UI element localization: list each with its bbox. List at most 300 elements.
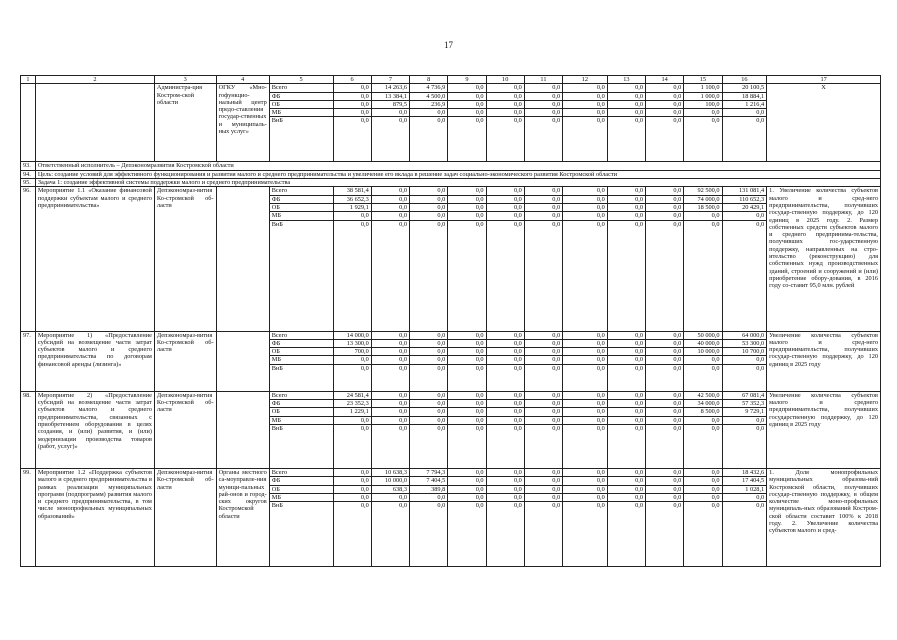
column-number: 15: [684, 76, 722, 84]
amount-cell: 53 300,0: [722, 339, 767, 347]
amount-cell: 0,0: [524, 400, 562, 408]
amount-cell: 0,0: [486, 477, 524, 485]
amount-cell: 0,0: [524, 468, 562, 476]
amount-cell: 0,0: [410, 339, 448, 347]
amount-cell: 0,0: [410, 408, 448, 416]
activity-name: Мероприятие 1) «Предоставление субсидий на возмещение части затрат субъектов малого и среднего предпринимательства по договорам финансовой аренды (лизинга)»: [35, 331, 154, 391]
column-number: 14: [646, 76, 684, 84]
amount-cell: 0,0: [646, 477, 684, 485]
amount-cell: 0,0: [486, 203, 524, 211]
amount-cell: 0,0: [607, 117, 645, 162]
amount-cell: 1 028,1: [722, 485, 767, 493]
amount-cell: 0,0: [722, 109, 767, 117]
funding-source: МБ: [269, 493, 333, 501]
amount-cell: 0,0: [448, 364, 486, 391]
amount-cell: 0,0: [563, 493, 608, 501]
amount-cell: 0,0: [333, 212, 371, 220]
amount-cell: 0,0: [684, 424, 722, 468]
amount-cell: 0,0: [563, 424, 608, 468]
amount-cell: 40 000,0: [684, 339, 722, 347]
amount-cell: 0,0: [607, 408, 645, 416]
amount-cell: 20 100,5: [722, 84, 767, 92]
amount-cell: 34 000,0: [684, 400, 722, 408]
amount-cell: 0,0: [486, 212, 524, 220]
amount-cell: 0,0: [448, 92, 486, 100]
amount-cell: 0,0: [486, 92, 524, 100]
amount-cell: 0,0: [684, 220, 722, 331]
amount-cell: 0,0: [410, 117, 448, 162]
amount-cell: 131 081,4: [722, 187, 767, 195]
amount-cell: 0,0: [371, 117, 409, 162]
amount-cell: 0,0: [646, 493, 684, 501]
amount-cell: 0,0: [486, 339, 524, 347]
amount-cell: 0,0: [607, 339, 645, 347]
amount-cell: 0,0: [524, 331, 562, 339]
result-cell: Увеличение количества субъектов малого и сред-него предпринимательства, получивших государ-ственную поддержку, до 120 единиц в 2025 году: [767, 331, 881, 391]
amount-cell: 0,0: [333, 356, 371, 364]
amount-cell: 0,0: [524, 187, 562, 195]
amount-cell: 0,0: [563, 109, 608, 117]
amount-cell: 0,0: [684, 416, 722, 424]
row-number: 93.: [21, 162, 36, 170]
amount-cell: 0,0: [563, 331, 608, 339]
amount-cell: 0,0: [524, 408, 562, 416]
amount-cell: 0,0: [563, 100, 608, 108]
amount-cell: 0,0: [524, 391, 562, 399]
amount-cell: 0,0: [371, 400, 409, 408]
result-cell: Увеличение количества субъектов малого и среднего предпринимательства, получивших государственную поддержку, до 120 единиц в 2025 году: [767, 391, 881, 468]
row-number: [21, 84, 36, 162]
column-number: 11: [524, 76, 562, 84]
amount-cell: 0,0: [722, 493, 767, 501]
amount-cell: 0,0: [524, 485, 562, 493]
amount-cell: 0,0: [333, 220, 371, 331]
amount-cell: 0,0: [486, 493, 524, 501]
amount-cell: 0,0: [448, 493, 486, 501]
amount-cell: 0,0: [722, 502, 767, 567]
amount-cell: 0,0: [607, 348, 645, 356]
column-number: 1: [21, 76, 36, 84]
amount-cell: 10 638,3: [371, 468, 409, 476]
funding-source: Всего: [269, 84, 333, 92]
section-row: [21, 179, 881, 187]
amount-cell: 0,0: [448, 187, 486, 195]
amount-cell: 0,0: [486, 331, 524, 339]
amount-cell: 0,0: [371, 331, 409, 339]
amount-cell: 23 352,3: [333, 400, 371, 408]
amount-cell: 0,0: [684, 364, 722, 391]
amount-cell: 0,0: [486, 502, 524, 567]
amount-cell: 0,0: [486, 117, 524, 162]
amount-cell: 0,0: [410, 493, 448, 501]
participant-cell: [216, 187, 269, 331]
amount-cell: 0,0: [684, 356, 722, 364]
amount-cell: 0,0: [486, 391, 524, 399]
amount-cell: 0,0: [607, 485, 645, 493]
funding-source: ФБ: [269, 339, 333, 347]
amount-cell: 0,0: [563, 220, 608, 331]
amount-cell: 0,0: [486, 416, 524, 424]
funding-source: ВнБ: [269, 364, 333, 391]
amount-cell: 0,0: [524, 109, 562, 117]
amount-cell: 74 000,0: [684, 195, 722, 203]
amount-cell: 0,0: [410, 331, 448, 339]
amount-cell: 0,0: [410, 502, 448, 567]
amount-cell: 0,0: [486, 356, 524, 364]
amount-cell: 10 000,0: [371, 477, 409, 485]
participant-cell: Органы местного са-моуправле-ния муници-пальных рай-онов и город-ских округов Костромской области: [216, 468, 269, 566]
funding-source: Всего: [269, 187, 333, 195]
amount-cell: 0,0: [410, 391, 448, 399]
amount-cell: 0,0: [646, 348, 684, 356]
amount-cell: 0,0: [607, 477, 645, 485]
amount-cell: 0,0: [524, 348, 562, 356]
amount-cell: 92 500,0: [684, 187, 722, 195]
column-number: 3: [154, 76, 216, 84]
amount-cell: 0,0: [448, 220, 486, 331]
amount-cell: 0,0: [646, 92, 684, 100]
amount-cell: 0,0: [486, 109, 524, 117]
amount-cell: 0,0: [524, 203, 562, 211]
amount-cell: 4 736,9: [410, 84, 448, 92]
amount-cell: 0,0: [371, 391, 409, 399]
amount-cell: 0,0: [448, 391, 486, 399]
amount-cell: 0,0: [684, 117, 722, 162]
amount-cell: 64 000,0: [722, 331, 767, 339]
amount-cell: 0,0: [371, 493, 409, 501]
funding-source: ОБ: [269, 100, 333, 108]
amount-cell: 0,0: [722, 416, 767, 424]
funding-source: ВнБ: [269, 502, 333, 567]
amount-cell: 879,5: [371, 100, 409, 108]
amount-cell: 0,0: [448, 408, 486, 416]
amount-cell: 0,0: [646, 468, 684, 476]
amount-cell: 17 404,5: [722, 477, 767, 485]
result-cell: 1. Увеличение количества субъектов малого и сред-него предпринимательства, получивших государ-ственную поддержку, до 120 единиц в 2025 году. 2. Размер собственных средств субъектов малого и среднего предпринима-тельства, получивших гос-ударственную поддержку, направленных на стро-ительство (реконструкцию) для собственных нужд производственных зданий, строений и сооружений и (или) приобретение обору-дования, в 2016 году со-ставит 95,0 млн. рублей: [767, 187, 881, 331]
amount-cell: 0,0: [524, 212, 562, 220]
result-cell: 1. Доля монопрофильных муниципальных образова-ний Костромской области, получивших государ-ственную поддержку, в общем количестве моно-профильных муниципаль-ных образований Костром-ской области составит 100% к 2018 году. 2. Увеличение количества субъектов малого и сред-: [767, 468, 881, 566]
amount-cell: 0,0: [524, 195, 562, 203]
amount-cell: 1 100,0: [684, 84, 722, 92]
amount-cell: 0,0: [410, 348, 448, 356]
amount-cell: 10 700,0: [722, 348, 767, 356]
amount-cell: 0,0: [607, 400, 645, 408]
funding-source: ФБ: [269, 400, 333, 408]
amount-cell: 0,0: [410, 109, 448, 117]
amount-cell: 0,0: [684, 502, 722, 567]
amount-cell: 0,0: [684, 212, 722, 220]
amount-cell: 0,0: [646, 84, 684, 92]
amount-cell: 13 300,0: [333, 339, 371, 347]
amount-cell: 0,0: [371, 348, 409, 356]
amount-cell: 0,0: [607, 416, 645, 424]
amount-cell: 0,0: [607, 364, 645, 391]
amount-cell: 0,0: [646, 356, 684, 364]
amount-cell: 0,0: [486, 400, 524, 408]
amount-cell: 0,0: [563, 348, 608, 356]
amount-cell: 14 263,6: [371, 84, 409, 92]
amount-cell: 0,0: [410, 203, 448, 211]
amount-cell: 0,0: [563, 339, 608, 347]
amount-cell: 0,0: [371, 220, 409, 331]
amount-cell: 0,0: [646, 212, 684, 220]
amount-cell: 0,0: [486, 220, 524, 331]
amount-cell: 0,0: [722, 212, 767, 220]
amount-cell: 0,0: [524, 416, 562, 424]
executor-cell: Администра-ция Костром-ской области: [154, 84, 216, 162]
funding-source: ОБ: [269, 485, 333, 493]
funding-source: ОБ: [269, 408, 333, 416]
amount-cell: 38 581,4: [333, 187, 371, 195]
amount-cell: 0,0: [607, 391, 645, 399]
amount-cell: 0,0: [410, 195, 448, 203]
amount-cell: 0,0: [563, 408, 608, 416]
amount-cell: 0,0: [371, 109, 409, 117]
amount-cell: 638,3: [371, 485, 409, 493]
amount-cell: 0,0: [607, 195, 645, 203]
amount-cell: 0,0: [646, 364, 684, 391]
amount-cell: 0,0: [607, 109, 645, 117]
finance-row: [21, 391, 881, 399]
amount-cell: 0,0: [524, 339, 562, 347]
amount-cell: 0,0: [448, 117, 486, 162]
amount-cell: 0,0: [684, 468, 722, 476]
amount-cell: 0,0: [371, 356, 409, 364]
amount-cell: 0,0: [607, 212, 645, 220]
amount-cell: 0,0: [646, 100, 684, 108]
section-text: Ответственный исполнитель – Депэкономразвития Костромской области: [35, 162, 880, 170]
amount-cell: 1 229,1: [333, 408, 371, 416]
amount-cell: 0,0: [563, 485, 608, 493]
amount-cell: 0,0: [371, 203, 409, 211]
amount-cell: 0,0: [448, 348, 486, 356]
amount-cell: 0,0: [684, 485, 722, 493]
row-number: 94.: [21, 170, 36, 178]
amount-cell: 0,0: [410, 416, 448, 424]
amount-cell: 0,0: [524, 493, 562, 501]
amount-cell: 57 352,3: [722, 400, 767, 408]
amount-cell: 42 500,0: [684, 391, 722, 399]
amount-cell: 0,0: [646, 109, 684, 117]
participant-cell: [216, 331, 269, 391]
amount-cell: 0,0: [563, 416, 608, 424]
amount-cell: 0,0: [524, 220, 562, 331]
column-number: 6: [333, 76, 371, 84]
section-row: [21, 162, 881, 170]
amount-cell: 0,0: [563, 212, 608, 220]
amount-cell: 0,0: [646, 220, 684, 331]
amount-cell: 0,0: [448, 416, 486, 424]
amount-cell: 18 884,1: [722, 92, 767, 100]
amount-cell: 0,0: [448, 100, 486, 108]
funding-source: МБ: [269, 212, 333, 220]
amount-cell: 0,0: [333, 109, 371, 117]
amount-cell: 0,0: [646, 485, 684, 493]
amount-cell: 0,0: [486, 408, 524, 416]
amount-cell: 0,0: [646, 416, 684, 424]
finance-row: [21, 331, 881, 339]
amount-cell: 0,0: [563, 203, 608, 211]
amount-cell: 0,0: [333, 92, 371, 100]
amount-cell: 0,0: [646, 400, 684, 408]
section-row: [21, 170, 881, 178]
amount-cell: 0,0: [448, 331, 486, 339]
amount-cell: 0,0: [448, 477, 486, 485]
amount-cell: 0,0: [607, 220, 645, 331]
amount-cell: 0,0: [486, 84, 524, 92]
amount-cell: 0,0: [563, 92, 608, 100]
amount-cell: 0,0: [646, 424, 684, 468]
funding-source: ВнБ: [269, 424, 333, 468]
amount-cell: 67 081,4: [722, 391, 767, 399]
amount-cell: 0,0: [722, 424, 767, 468]
amount-cell: 0,0: [486, 424, 524, 468]
amount-cell: 0,0: [607, 356, 645, 364]
column-number: 10: [486, 76, 524, 84]
activity-name: Мероприятие 1.2 «Поддержка субъектов малого и среднего предпринимательства в рамках реализации муниципальных программ (подпрограмм) развития малого и среднего предпринимательства, в том числе монопрофильных муниципальных образований»: [35, 468, 154, 566]
amount-cell: 0,0: [333, 502, 371, 567]
funding-source: ВнБ: [269, 117, 333, 162]
amount-cell: 20 429,1: [722, 203, 767, 211]
amount-cell: 0,0: [410, 364, 448, 391]
amount-cell: 0,0: [563, 117, 608, 162]
amount-cell: 0,0: [563, 84, 608, 92]
row-number: 95.: [21, 179, 36, 187]
amount-cell: 0,0: [448, 339, 486, 347]
column-number: 2: [35, 76, 154, 84]
amount-cell: 0,0: [371, 339, 409, 347]
amount-cell: 0,0: [448, 424, 486, 468]
amount-cell: 100,0: [684, 100, 722, 108]
column-number: 16: [722, 76, 767, 84]
funding-source: МБ: [269, 109, 333, 117]
row-number: 99.: [21, 468, 36, 566]
section-text: Задача 1: создание эффективной системы поддержки малого и среднего предпринимательства: [35, 179, 880, 187]
amount-cell: 0,0: [524, 364, 562, 391]
row-number: 96.: [21, 187, 36, 331]
amount-cell: 9 729,1: [722, 408, 767, 416]
amount-cell: 0,0: [371, 364, 409, 391]
amount-cell: 18 500,0: [684, 203, 722, 211]
amount-cell: 0,0: [684, 477, 722, 485]
amount-cell: 110 652,3: [722, 195, 767, 203]
amount-cell: 0,0: [333, 468, 371, 476]
funding-source: ОБ: [269, 203, 333, 211]
finance-row: [21, 187, 881, 195]
amount-cell: 0,0: [333, 477, 371, 485]
amount-cell: 0,0: [563, 502, 608, 567]
amount-cell: 0,0: [524, 424, 562, 468]
amount-cell: 0,0: [371, 187, 409, 195]
funding-source: МБ: [269, 416, 333, 424]
amount-cell: 0,0: [563, 187, 608, 195]
amount-cell: 0,0: [646, 408, 684, 416]
amount-cell: 0,0: [448, 203, 486, 211]
funding-source: МБ: [269, 356, 333, 364]
amount-cell: 0,0: [486, 485, 524, 493]
amount-cell: 0,0: [333, 364, 371, 391]
column-number: 7: [371, 76, 409, 84]
amount-cell: 0,0: [607, 331, 645, 339]
funding-source: Всего: [269, 391, 333, 399]
funding-source: Всего: [269, 468, 333, 476]
amount-cell: 0,0: [486, 348, 524, 356]
amount-cell: 1 000,0: [684, 92, 722, 100]
amount-cell: 0,0: [607, 468, 645, 476]
funding-source: ФБ: [269, 92, 333, 100]
amount-cell: 1 216,4: [722, 100, 767, 108]
amount-cell: 0,0: [371, 416, 409, 424]
amount-cell: 0,0: [486, 364, 524, 391]
column-number: 13: [607, 76, 645, 84]
amount-cell: 0,0: [524, 100, 562, 108]
amount-cell: 0,0: [524, 92, 562, 100]
funding-source: ФБ: [269, 195, 333, 203]
participant-cell: ОГКУ «Мно-гофункцио-нальный центр предо-ставления государ-ственных и муниципаль-ных услуг»: [216, 84, 269, 162]
executor-cell: Депэкономраз-вития Ко-стромской об-ласти: [154, 468, 216, 566]
amount-cell: 236,9: [410, 100, 448, 108]
amount-cell: 7 404,5: [410, 477, 448, 485]
amount-cell: 0,0: [524, 84, 562, 92]
amount-cell: 0,0: [371, 195, 409, 203]
page-number: 17: [444, 40, 453, 50]
amount-cell: 10 000,0: [684, 348, 722, 356]
amount-cell: 0,0: [722, 356, 767, 364]
amount-cell: 0,0: [607, 502, 645, 567]
amount-cell: 0,0: [607, 493, 645, 501]
participant-cell: [216, 391, 269, 468]
amount-cell: 14 000,0: [333, 331, 371, 339]
amount-cell: 0,0: [448, 195, 486, 203]
finance-row: [21, 84, 881, 92]
amount-cell: 0,0: [486, 468, 524, 476]
amount-cell: 0,0: [333, 117, 371, 162]
amount-cell: 0,0: [448, 109, 486, 117]
column-numbers-row: [21, 76, 881, 84]
column-number: 8: [410, 76, 448, 84]
amount-cell: 0,0: [563, 391, 608, 399]
amount-cell: 0,0: [410, 356, 448, 364]
amount-cell: 0,0: [607, 100, 645, 108]
result-cell: X: [767, 84, 881, 162]
amount-cell: 0,0: [684, 109, 722, 117]
amount-cell: 0,0: [607, 187, 645, 195]
amount-cell: 0,0: [563, 468, 608, 476]
amount-cell: 0,0: [448, 502, 486, 567]
amount-cell: 0,0: [563, 477, 608, 485]
amount-cell: 0,0: [722, 220, 767, 331]
amount-cell: 18 432,6: [722, 468, 767, 476]
funding-source: ФБ: [269, 477, 333, 485]
amount-cell: 0,0: [607, 92, 645, 100]
amount-cell: 0,0: [646, 391, 684, 399]
column-number: 9: [448, 76, 486, 84]
amount-cell: 0,0: [371, 502, 409, 567]
amount-cell: 24 581,4: [333, 391, 371, 399]
funding-source: ОБ: [269, 348, 333, 356]
amount-cell: 0,0: [722, 364, 767, 391]
activity-name: Мероприятие 1.1 «Оказание финансовой поддержки субъектам малого и среднего предпринимательства»: [35, 187, 154, 331]
amount-cell: 0,0: [410, 400, 448, 408]
activity-name: [35, 84, 154, 162]
amount-cell: 4 500,0: [410, 92, 448, 100]
amount-cell: 0,0: [333, 493, 371, 501]
amount-cell: 0,0: [563, 364, 608, 391]
amount-cell: 50 000,0: [684, 331, 722, 339]
amount-cell: 0,0: [486, 100, 524, 108]
amount-cell: 0,0: [371, 212, 409, 220]
amount-cell: 389,8: [410, 485, 448, 493]
